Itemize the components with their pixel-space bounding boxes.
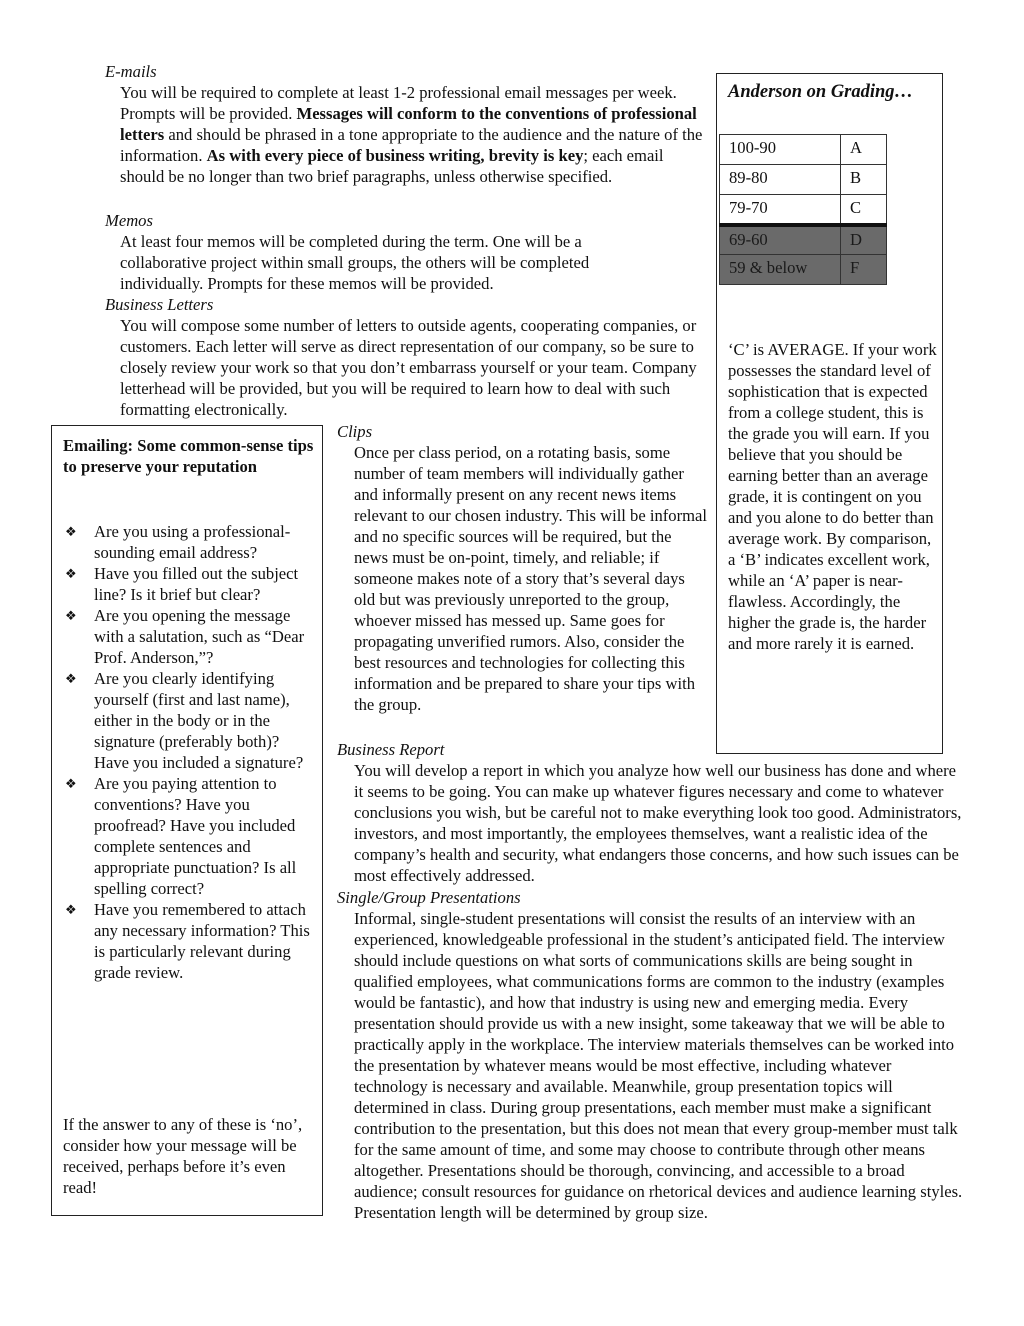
list-item xyxy=(63,563,318,605)
clips-text: Once per class period, on a rotating basis, some number of team members will individually gather and informally present on any recent news items relevant to our chosen industry. This will be informal and no specific sources will be required, but the news must be on-point, timely, and reliable; if someone makes note of a story that’s several days old but was previously unreported to the group, whoever missed has messed up. Same goes for propagating unverified rumors. Also, consider the best resources and technologies for collecting this information and be prepared to share your tips with the group. xyxy=(354,443,708,714)
emails-section xyxy=(105,61,703,187)
emails-bold-1: Messages will conform to the conventions of professional letters xyxy=(120,104,697,144)
tips-list xyxy=(63,521,318,983)
grade-letter: B xyxy=(841,165,887,195)
grading-note: ‘C’ is AVERAGE. If your work possesses the standard level of sophistication that is expected from a college student, this is the grade you will earn. If you believe that you should be earning better than an average grade, it is contingent on you and you alone to do better than average work. By comparison, a ‘B’ indicates excellent work, while an ‘A’ paper is near-flawless. Accordingly, the higher the grade is, the harder and more rarely it is earned. xyxy=(728,340,937,653)
emails-text-2: and should be phrased in a tone appropriate to the audience and the nature of the information. xyxy=(120,125,703,165)
letters-heading: Business Letters xyxy=(105,295,214,314)
grade-row xyxy=(720,165,887,195)
report-text: You will develop a report in which you analyze how well our business has done and where it seems to be going. You can make up whatever figures necessary and come to whatever conclusions you wish, but be careful not to make everything look too good. Administrators, investors, and most importantly, the employees themselves, want a realistic idea of the company’s health and security, what endangers those concerns, and how such issues can be most effectively addressed. xyxy=(354,761,962,885)
tips-title: Emailing: Some common-sense tips to preserve your reputation xyxy=(63,436,314,476)
letters-section xyxy=(105,294,703,420)
memos-text: At least four memos will be completed during the term. One will be a collaborative project within small groups, the others will be completed individually. Prompts for these memos will be provided. xyxy=(120,232,590,293)
grade-table xyxy=(719,134,887,285)
diamond-bullet-icon: ❖ xyxy=(65,777,77,792)
report-section xyxy=(337,739,965,886)
diamond-bullet-icon: ❖ xyxy=(65,609,77,624)
grade-range: 79-70 xyxy=(720,195,841,225)
diamond-bullet-icon: ❖ xyxy=(65,525,77,540)
grade-row xyxy=(720,195,887,225)
grade-range: 89-80 xyxy=(720,165,841,195)
list-item xyxy=(63,773,318,899)
presentations-heading: Single/Group Presentations xyxy=(337,888,521,907)
tip-text: Are you opening the message with a salutation, such as “Dear Prof. Anderson,”? xyxy=(94,606,305,667)
grade-range: 59 & below xyxy=(720,255,841,285)
grade-letter: D xyxy=(841,225,887,255)
clips-heading: Clips xyxy=(337,422,373,441)
list-item xyxy=(63,668,318,773)
tip-text: Have you filled out the subject line? Is it brief but clear? xyxy=(94,564,299,604)
diamond-bullet-icon: ❖ xyxy=(65,567,77,582)
tip-text: Are you using a professional-sounding email address? xyxy=(94,522,291,562)
grading-title: Anderson on Grading… xyxy=(728,82,914,102)
tip-text: Are you paying attention to conventions? Have you proofread? Have you included complete sentences and appropriate punctuation? Is all spelling correct? xyxy=(94,774,297,898)
emails-text-3: ; each email should be no longer than two brief paragraphs, unless otherwise specified. xyxy=(120,146,664,186)
emails-text-1: You will be required to complete at least 1-2 professional email messages per week. Prompts will be provided. xyxy=(120,83,677,123)
list-item xyxy=(63,521,318,563)
clips-section xyxy=(337,421,707,715)
emails-text xyxy=(105,82,703,187)
memos-section xyxy=(105,210,657,294)
grade-row xyxy=(720,135,887,165)
tip-text: Have you remembered to attach any necessary information? This is particularly relevant during grade review. xyxy=(94,900,310,982)
emails-heading: E-mails xyxy=(105,62,157,81)
grade-range: 100-90 xyxy=(720,135,841,165)
grade-range: 69-60 xyxy=(720,225,841,255)
grading-box xyxy=(716,73,943,754)
presentations-section xyxy=(337,887,968,1223)
tips-closing: If the answer to any of these is ‘no’, consider how your message will be received, perhaps before it’s even read! xyxy=(63,1115,303,1197)
diamond-bullet-icon: ❖ xyxy=(65,672,77,687)
grade-letter: A xyxy=(841,135,887,165)
report-heading: Business Report xyxy=(337,740,445,759)
presentations-text: Informal, single-student presentations will consist the results of an interview with an experienced, knowledgeable professional in the student’s anticipated field. The interview should include questions on what sorts of communications skills are being sought in qualified employees, what communications forms are common to the industry (examples would be fantastic), and how that industry is using new and emerging media. Every presentation should provide us with a new insight, some takeaway that we will be able to practically apply in the workplace. The interview materials themselves can be worked into the presentation by whatever means would be most effective, including whatever technology is necessary and available. Meanwhile, group presentation topics will determined in class. During group presentations, each member must make a significant contribution to the presentation, but this does not mean that every group-member must talk for the same amount of time, and some may choose to contribute through other means altogether. Presentations should be thorough, convincing, and accessible to a broad audience; consult resources for guidance on rhetorical devices and audience learning styles. Presentation length will be determined by group size. xyxy=(354,909,963,1222)
grade-letter: F xyxy=(841,255,887,285)
email-tips-box xyxy=(51,425,323,1216)
letters-text: You will compose some number of letters to outside agents, cooperating companies, or customers. Each letter will serve as direct representation of our company, so be sure to closely review your work so that you don’t embarrass yourself or your team. Company letterhead will be provided, but you will be required to learn how to deal with such formatting electronically. xyxy=(120,316,697,419)
grade-row xyxy=(720,225,887,255)
emails-bold-2: As with every piece of business writing, brevity is key xyxy=(206,146,584,165)
list-item xyxy=(63,899,318,983)
grade-row xyxy=(720,255,887,285)
diamond-bullet-icon: ❖ xyxy=(65,903,77,918)
memos-heading: Memos xyxy=(105,211,153,230)
grade-letter: C xyxy=(841,195,887,225)
list-item xyxy=(63,605,318,668)
tip-text: Are you clearly identifying yourself (first and last name), either in the body or in the signature (preferably both)? Have you included a signature? xyxy=(94,669,304,772)
